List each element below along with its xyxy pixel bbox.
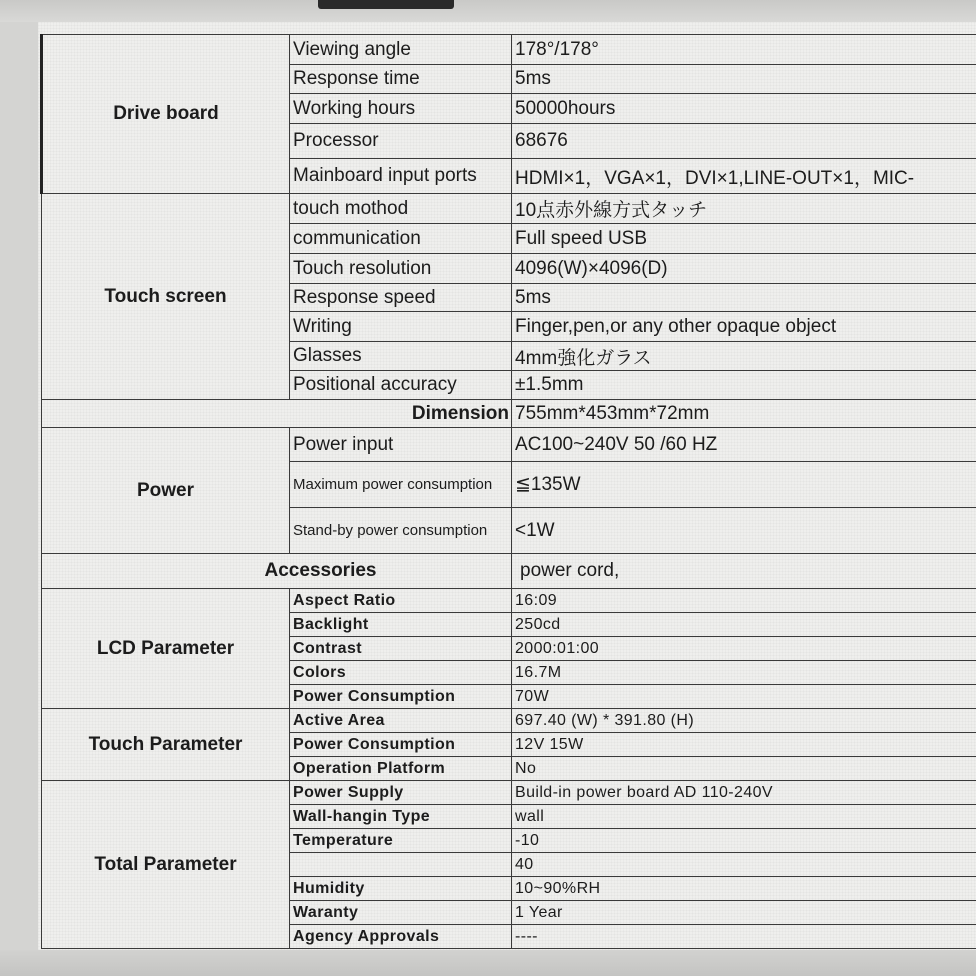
group-label-total-parameter: Total Parameter xyxy=(42,781,290,949)
spec-value: 40 xyxy=(512,853,976,877)
table-row xyxy=(42,35,976,65)
monitor-frame-bottom xyxy=(0,950,976,976)
group-label-touch-screen: Touch screen xyxy=(42,194,290,400)
spec-value: 10点赤外線方式タッチ xyxy=(512,194,976,224)
spec-value: Full speed USB xyxy=(512,224,976,254)
spec-value: 697.40 (W) * 391.80 (H) xyxy=(512,709,976,733)
spec-value: AC100~240V 50 /60 HZ xyxy=(512,428,976,462)
spec-label xyxy=(290,853,512,877)
spec-value: -10 xyxy=(512,829,976,853)
spec-value: 250cd xyxy=(512,613,976,637)
spec-value: 68676 xyxy=(512,124,976,159)
spec-value: 1 Year xyxy=(512,901,976,925)
spec-value: 2000:01:00 xyxy=(512,637,976,661)
spec-value: 10~90%RH xyxy=(512,877,976,901)
spec-value: wall xyxy=(512,805,976,829)
spec-label: Touch resolution xyxy=(290,254,512,284)
spec-label: Working hours xyxy=(290,94,512,124)
spec-value: ---- xyxy=(512,925,976,949)
spec-value: 70W xyxy=(512,685,976,709)
spec-value: 4096(W)×4096(D) xyxy=(512,254,976,284)
spec-value: ≦135W xyxy=(512,462,976,508)
spec-label: Waranty xyxy=(290,901,512,925)
spec-value: power cord, xyxy=(512,554,976,589)
spec-label: Contrast xyxy=(290,637,512,661)
group-label-lcd-parameter: LCD Parameter xyxy=(42,589,290,709)
table-row xyxy=(42,428,976,462)
table-row xyxy=(42,589,976,613)
spec-label: Colors xyxy=(290,661,512,685)
spec-label: Operation Platform xyxy=(290,757,512,781)
spec-label: Power Consumption xyxy=(290,685,512,709)
spec-label: Backlight xyxy=(290,613,512,637)
spec-label: Viewing angle xyxy=(290,35,512,65)
table-row xyxy=(42,194,976,224)
spec-value: 4mm強化ガラス xyxy=(512,342,976,371)
spec-label: Agency Approvals xyxy=(290,925,512,949)
group-label-drive-board: Drive board xyxy=(42,35,290,194)
table-row xyxy=(42,781,976,805)
spec-value: <1W xyxy=(512,508,976,554)
spec-value: ±1.5mm xyxy=(512,371,976,400)
spec-label: Positional accuracy xyxy=(290,371,512,400)
spec-label: communication xyxy=(290,224,512,254)
spec-value: 5ms xyxy=(512,284,976,312)
spec-value: 50000hours xyxy=(512,94,976,124)
spec-value: 755mm*453mm*72mm xyxy=(512,400,976,428)
spec-value: 12V 15W xyxy=(512,733,976,757)
group-label-touch-parameter: Touch Parameter xyxy=(42,709,290,781)
spec-label: Stand-by power consumption xyxy=(290,508,512,554)
spec-value: 16.7M xyxy=(512,661,976,685)
spec-label: Power Supply xyxy=(290,781,512,805)
spec-label: Glasses xyxy=(290,342,512,371)
spec-value: HDMI×1，VGA×1，DVI×1,LINE-OUT×1，MIC- xyxy=(512,159,976,194)
spec-value: 16:09 xyxy=(512,589,976,613)
spec-label: Wall-hangin Type xyxy=(290,805,512,829)
spec-value: 178°/178° xyxy=(512,35,976,65)
spec-value: 5ms xyxy=(512,65,976,94)
spec-value: Build-in power board AD 110-240V xyxy=(512,781,976,805)
spec-value: No xyxy=(512,757,976,781)
monitor-frame-top xyxy=(0,0,976,22)
spec-label: Power input xyxy=(290,428,512,462)
group-label-accessories: Accessories xyxy=(42,554,512,589)
spec-label: Processor xyxy=(290,124,512,159)
spec-label: Writing xyxy=(290,312,512,342)
table-row xyxy=(42,400,976,428)
spec-label: Mainboard input ports xyxy=(290,159,512,194)
spec-table xyxy=(40,34,976,949)
spec-label: Active Area xyxy=(290,709,512,733)
spec-label: Response speed xyxy=(290,284,512,312)
table-row xyxy=(42,554,976,589)
device-edge xyxy=(318,0,454,9)
spec-label: Humidity xyxy=(290,877,512,901)
spec-label: touch mothod xyxy=(290,194,512,224)
spec-label: Maximum power consumption xyxy=(290,462,512,508)
table-row xyxy=(42,709,976,733)
spec-label: Power Consumption xyxy=(290,733,512,757)
spec-label: Response time xyxy=(290,65,512,94)
spec-value: Finger,pen,or any other opaque object xyxy=(512,312,976,342)
group-label-power: Power xyxy=(42,428,290,554)
group-label-dimension: Dimension xyxy=(42,400,512,428)
spec-label: Aspect Ratio xyxy=(290,589,512,613)
spec-label: Temperature xyxy=(290,829,512,853)
